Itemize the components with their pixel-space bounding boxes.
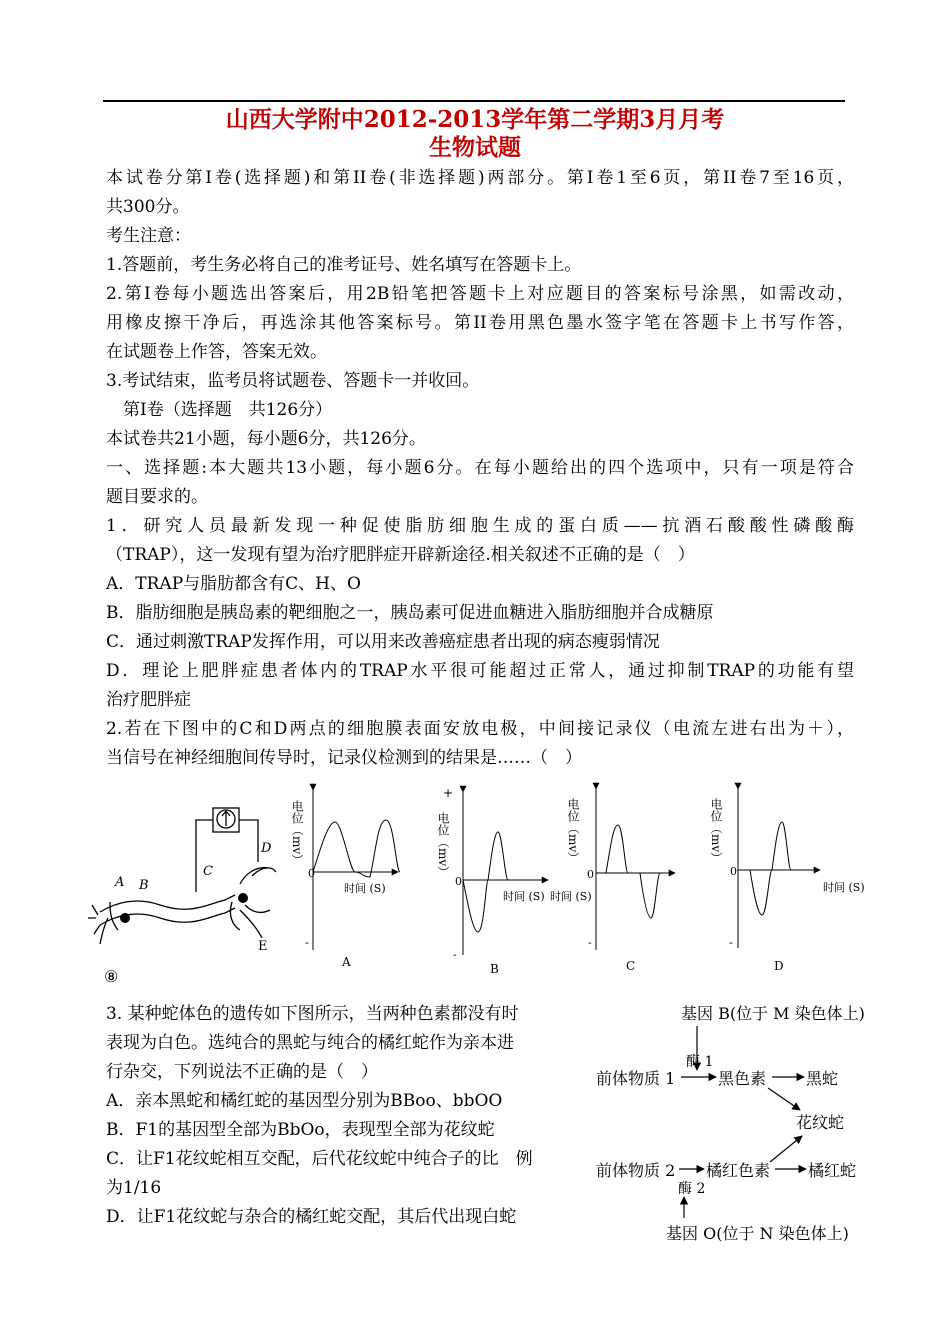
enzyme-2-label: 酶 2 [678, 1181, 706, 1197]
q3-option-c-line-1: C．让F1花纹蛇相互交配，后代花纹蛇中纯合子的比 例 [106, 1149, 533, 1169]
recorder-wire-left [196, 820, 213, 892]
graph-c-letter: C [626, 959, 636, 973]
graph-a [290, 790, 400, 969]
q3-stem-line-1: 3. 某种蛇体色的遗传如下图所示，当两种色素都没有时 [106, 1004, 519, 1024]
exam-body [106, 164, 854, 773]
graph-c [550, 789, 675, 973]
q3-option-a: A．亲本黑蛇和橘红蛇的基因型分别为BBoo、bbOO [106, 1091, 503, 1111]
gene-b-label: 基因 B(位于 M 染色体上) [681, 1004, 865, 1023]
gene-o-label: 基因 O(位于 N 染色体上) [666, 1224, 849, 1243]
section-instr-line-1: 一、选择题:本大题共13小题，每小题6分。在每小题给出的四个选项中，只有一项是符合 [106, 458, 854, 478]
graph-a-zero: 0 [308, 867, 315, 880]
graph-a-xlabel: 时间 (S) [344, 882, 386, 895]
graph-c-ylabel: 电位（mv） [566, 798, 580, 865]
q1-stem-line-1: 1．研究人员最新发现一种促使脂肪细胞生成的蛋白质——抗酒石酸酸性磷酸酶 [106, 516, 854, 536]
graph-b-letter: B [490, 962, 499, 976]
recorder-box [213, 808, 239, 832]
q3-option-b: B．F1的基因型全部为BbOo，表现型全部为花纹蛇 [106, 1120, 495, 1140]
header-rule [103, 100, 845, 102]
graph-a-minus: - [305, 936, 309, 949]
q3-option-d: D．让F1花纹蛇与杂合的橘红蛇交配，其后代出现白蛇 [106, 1207, 517, 1227]
graph-a-letter: A [342, 955, 351, 969]
graph-b [436, 786, 548, 976]
note-2-line-1: 2.第I卷每小题选出答案后，用2B铅笔把答题卡上对应题目的答案标号涂黑，如需改动， [106, 284, 854, 304]
graph-c-minus: - [588, 936, 592, 949]
neuron-label-d: D [261, 841, 272, 856]
note-2-line-2: 用橡皮擦干净后，再选涂其他答案标号。第II卷用黑色墨水签字笔在答题卡上书写作答， [106, 313, 854, 333]
q1-option-d-line-2: 治疗肥胖症 [106, 690, 191, 710]
orange-pigment-label: 橘红色素 [706, 1161, 771, 1180]
precursor-1-label: 前体物质 1 [596, 1069, 676, 1088]
q1-option-c: C．通过刺激TRAP发挥作用，可以用来改善癌症患者出现的病态瘦弱情况 [106, 632, 660, 652]
graph-d-xlabel: 时间 (S) [823, 881, 865, 894]
neuron-label-e: E [258, 939, 268, 954]
neuron-label-b: B [139, 878, 149, 893]
graph-b-xlabel: 时间 (S) [503, 890, 545, 903]
graph-c-xlabel: 时间 (S) [550, 890, 592, 903]
intro-line-2: 共300分。 [106, 197, 190, 217]
orange-snake-label: 橘红蛇 [808, 1161, 857, 1180]
trace-a [313, 820, 400, 877]
note-1: 1.答题前，考生务必将自己的准考证号、姓名填写在答题卡上。 [106, 255, 582, 275]
graph-d-zero: 0 [730, 865, 737, 878]
graph-d-letter: D [774, 959, 784, 973]
graph-d [709, 789, 865, 973]
notes-heading: 考生注意： [106, 226, 191, 246]
intro-line-1: 本试卷分第I卷(选择题)和第II卷(非选择题)两部分。第I卷1至6页，第II卷7至16页， [106, 168, 854, 188]
exam-subtitle: 生物试题 [429, 134, 521, 161]
pattern-snake-label: 花纹蛇 [796, 1113, 845, 1132]
precursor-2-label: 前体物质 2 [596, 1161, 676, 1180]
trace-b [463, 832, 508, 932]
note-2-line-3: 在试题卷上作答，答案无效。 [106, 342, 327, 362]
section-desc: 本试卷共21小题，每小题6分，共126分。 [106, 429, 426, 449]
figure-mark: ⑧ [104, 967, 119, 986]
graph-b-minus: - [453, 948, 457, 961]
q3-stem-line-3: 行杂交，下列说法不正确的是（ ） [106, 1062, 378, 1082]
q3-option-c-line-2: 为1/16 [106, 1178, 162, 1198]
graph-d-ylabel: 电位（mv） [709, 798, 723, 865]
section-heading: 第I卷（选择题 共126分） [123, 400, 333, 420]
graph-b-ylabel: 电位（mv） [436, 812, 450, 879]
arrow-orange-pattern [770, 1136, 802, 1162]
q3-stem-line-2: 表现为白色。选纯合的黑蛇与纯合的橘红蛇作为亲本进 [106, 1033, 514, 1053]
arrow-black-pattern [768, 1088, 800, 1110]
graph-b-plus: + [443, 786, 454, 800]
neuron-diagram [88, 808, 276, 944]
black-snake-label: 黑蛇 [806, 1069, 839, 1088]
q3-block [106, 1000, 574, 1232]
trace-c [596, 825, 660, 918]
enzyme-1-label: 酶 1 [686, 1054, 714, 1070]
neuron-nucleus-right [238, 893, 248, 903]
black-pigment-label: 黑色素 [718, 1069, 767, 1088]
exam-title: 山西大学附中2012-2013学年第二学期3月月考 [225, 106, 725, 133]
q1-option-b: B．脂肪细胞是胰岛素的靶细胞之一，胰岛素可促进血糖进入脂肪细胞并合成糖原 [106, 603, 714, 623]
note-3: 3.考试结束，监考员将试题卷、答题卡一并收回。 [106, 371, 480, 391]
neuron-label-c: C [203, 864, 213, 879]
neuron-label-a: A [115, 875, 125, 890]
trace-d [738, 822, 791, 915]
graph-d-minus: - [729, 936, 733, 949]
recorder-wire-right [239, 820, 258, 862]
q2-stem-line-1: 2.若在下图中的C和D两点的细胞膜表面安放电极，中间接记录仪（电流左进右出为＋）， [106, 719, 854, 739]
q1-stem-line-2: （TRAP），这一发现有望为治疗肥胖症开辟新途径.相关叙述不正确的是（ ） [106, 545, 695, 565]
q1-option-d-line-1: D．理论上肥胖症患者体内的TRAP水平很可能超过正常人，通过抑制TRAP的功能有望 [106, 661, 854, 681]
graph-b-zero: 0 [455, 875, 462, 888]
graph-c-zero: 0 [587, 868, 594, 881]
recorder-meter [217, 810, 235, 828]
section-instr-line-2: 题目要求的。 [106, 487, 208, 507]
graph-a-ylabel: 电位（mv） [290, 800, 304, 867]
q2-stem-line-2: 当信号在神经细胞间传导时，记录仪检测到的结果是……（ ） [106, 748, 582, 768]
neuron-nucleus-left [120, 913, 130, 923]
q1-option-a: A．TRAP与脂肪都含有C、H、O [106, 574, 361, 594]
